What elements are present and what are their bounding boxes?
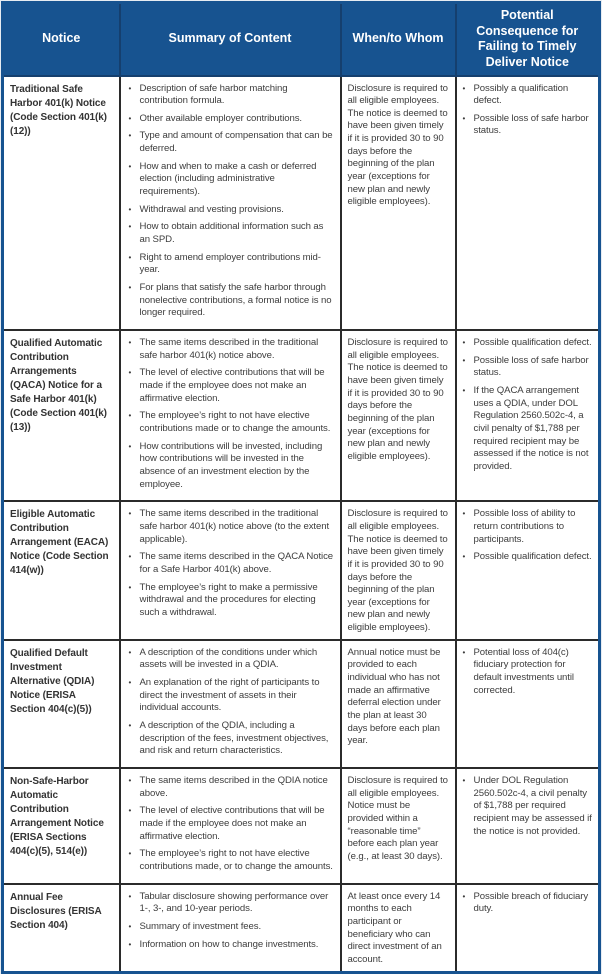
bullet-list xyxy=(463,337,594,474)
bullet-item xyxy=(129,775,334,800)
bullet-item xyxy=(129,441,334,492)
bullet-icon: • xyxy=(462,338,466,347)
bullet-text: Possible breach of fiduciary duty. xyxy=(473,890,589,915)
bullet-item xyxy=(129,939,334,952)
bullet-icon: • xyxy=(462,509,466,519)
bullet-item xyxy=(129,83,334,108)
table-row xyxy=(3,640,600,768)
bullet-text: Information on how to change investments. xyxy=(139,938,319,950)
bullet-text: An explanation of the right of participants to direct the investment of assets in their individual accounts. xyxy=(139,677,320,714)
bullet-list xyxy=(129,337,334,491)
bullet-list xyxy=(129,647,334,758)
consequence-cell xyxy=(456,330,600,501)
bullet-icon: • xyxy=(462,83,466,93)
when-text: Disclosure is required to all eligible employees. Notice must be provided within a “reasonable time” before each plan year (e.g., at least 30 days). xyxy=(347,775,448,862)
when-cell xyxy=(341,76,456,331)
when-text: Disclosure is required to all eligible employees. The notice is deemed to have been given timely if it is provided 30 to 90 days before the beginning of the plan year (exceptions for new plan and newly eligible employees). xyxy=(347,82,448,208)
bullet-icon: • xyxy=(128,509,132,519)
bullet-text: For plans that satisfy the safe harbor through nonelective contributions, a formal notice is no longer required. xyxy=(139,282,332,319)
when-text: Disclosure is required to all eligible employees. The notice is deemed to have been given timely if it is provided 30 to 90 days before the beginning of the plan year (exceptions for new plan and newly eligible employees). xyxy=(347,337,448,462)
bullet-icon: • xyxy=(128,161,132,171)
bullet-item xyxy=(129,282,334,320)
bullet-icon: • xyxy=(128,776,132,786)
bullet-icon: • xyxy=(128,806,132,816)
bullet-text: Possible qualification defect. xyxy=(473,337,592,348)
col-header-summary: Summary of Content xyxy=(120,3,341,76)
bullet-list xyxy=(129,775,334,874)
when-text: Annual notice must be provided to each individual who has not made an affirmative deferral election under the plan at least 30 days before each plan year. xyxy=(347,646,441,747)
bullet-item xyxy=(129,551,334,576)
bullet-text: Tabular disclosure showing performance over 1-, 3-, and 10-year periods. xyxy=(139,890,329,915)
bullet-list xyxy=(129,83,334,321)
bullet-text: Possibly a qualification defect. xyxy=(473,82,569,107)
when-cell xyxy=(341,330,456,501)
bullet-text: The same items described in the traditional safe harbor 401(k) notice above (to the extent applicable). xyxy=(139,508,330,545)
bullet-text: How contributions will be invested, including how contributions will be invested in the absence of an investment election by the employee. xyxy=(139,440,323,490)
bullet-icon: • xyxy=(462,552,466,562)
consequence-cell xyxy=(456,768,600,884)
bullet-item xyxy=(129,161,334,199)
table-row xyxy=(3,884,600,972)
bullet-item xyxy=(129,647,334,672)
summary-cell xyxy=(120,884,341,972)
bullet-text: The employee’s right to make a permissive withdrawal and the procedures for electing such a withdrawal. xyxy=(139,581,318,618)
bullet-text: Type and amount of compensation that can be deferred. xyxy=(139,130,333,155)
bullet-item xyxy=(129,677,334,715)
bullet-list xyxy=(463,647,594,698)
bullet-item xyxy=(463,385,594,474)
bullet-text: The employee’s right to not have elective contributions made, or to change the amounts. xyxy=(139,848,333,872)
bullet-icon: • xyxy=(128,441,132,451)
bullet-item xyxy=(129,221,334,246)
bullet-icon: • xyxy=(128,411,132,421)
bullet-text: The same items described in the QDIA notice above. xyxy=(139,775,328,799)
notice-cell: Eligible Automatic Contribution Arrangement (EACA) Notice (Code Section 414(w)) xyxy=(3,501,120,640)
bullet-text: Possible qualification defect. xyxy=(473,551,592,563)
bullet-icon: • xyxy=(462,891,466,901)
bullet-text: Possible loss of safe harbor status. xyxy=(473,112,589,137)
bullet-item xyxy=(129,848,334,873)
bullet-icon: • xyxy=(128,721,132,731)
bullet-text: Under DOL Regulation 2560.502c-4, a civil penalty of $1,788 per required recipient may be assessed if the notice is not provided. xyxy=(473,775,592,837)
bullet-icon: • xyxy=(128,678,132,688)
when-cell xyxy=(341,768,456,884)
bullet-icon: • xyxy=(128,647,132,657)
bullet-item xyxy=(129,805,334,843)
bullet-item xyxy=(129,410,334,435)
bullet-text: A description of the conditions under which assets will be invested in a QDIA. xyxy=(139,646,318,671)
notice-cell: Annual Fee Disclosures (ERISA Section 404) xyxy=(3,884,120,972)
bullet-item xyxy=(129,252,334,277)
consequence-cell xyxy=(456,501,600,640)
bullet-icon: • xyxy=(128,131,132,141)
consequence-cell xyxy=(456,76,600,331)
table-row xyxy=(3,768,600,884)
bullet-item xyxy=(463,337,594,350)
bullet-icon: • xyxy=(462,355,466,365)
col-header-when: When/to Whom xyxy=(341,3,456,76)
bullet-list xyxy=(129,508,334,619)
table-row xyxy=(3,330,600,501)
bullet-item xyxy=(463,113,594,138)
bullet-icon: • xyxy=(128,582,132,592)
table-body xyxy=(3,76,600,973)
bullet-item xyxy=(463,508,594,546)
bullet-text: Possible loss of safe harbor status. xyxy=(473,354,589,379)
bullet-text: Summary of investment fees. xyxy=(139,920,262,932)
bullet-icon: • xyxy=(462,113,466,123)
bullet-text: The same items described in the QACA Notice for a Safe Harbor 401(k) above. xyxy=(139,551,334,575)
bullet-item xyxy=(463,83,594,108)
when-cell xyxy=(341,884,456,972)
when-text: At least once every 14 months to each participant or beneficiary who can direct investment of an account. xyxy=(347,890,442,965)
bullet-item xyxy=(463,647,594,698)
bullet-icon: • xyxy=(128,83,132,93)
bullet-item xyxy=(129,337,334,362)
bullet-item xyxy=(129,891,334,916)
bullet-text: The level of elective contributions that will be made if the employee does not make an affirmative election. xyxy=(139,367,325,404)
consequence-cell xyxy=(456,640,600,768)
bullet-item xyxy=(129,204,334,217)
notice-cell: Non-Safe-Harbor Automatic Contribution Arrangement Notice (ERISA Sections 404(c)(5), 514(e)) xyxy=(3,768,120,884)
consequence-cell xyxy=(456,884,600,972)
notice-table xyxy=(1,1,601,974)
bullet-list xyxy=(463,891,594,916)
when-cell xyxy=(341,640,456,768)
bullet-text: How to obtain additional information such as an SPD. xyxy=(139,221,324,246)
bullet-list xyxy=(463,508,594,564)
bullet-text: Potential loss of 404(c) fiduciary protection for default investments until corrected. xyxy=(473,646,574,696)
when-text: Disclosure is required to all eligible employees. The notice is deemed to have been given timely if it is provided 30 to 90 days before the beginning of the plan year (exceptions for new plan and newly eligible employees). xyxy=(347,508,448,634)
bullet-icon: • xyxy=(128,368,132,378)
bullet-icon: • xyxy=(462,776,466,786)
bullet-item xyxy=(129,921,334,934)
notice-cell: Qualified Automatic Contribution Arrangements (QACA) Notice for a Safe Harbor 401(k) (Code Section 401(k)(13)) xyxy=(3,330,120,501)
bullet-icon: • xyxy=(128,113,132,123)
bullet-icon: • xyxy=(128,283,132,293)
summary-cell xyxy=(120,640,341,768)
bullet-text: If the QACA arrangement uses a QDIA, under DOL Regulation 2560.502c-4, a civil penalty of $1,788 per required recipient may be assessed if the notice is not provided. xyxy=(473,384,589,472)
notice-cell: Traditional Safe Harbor 401(k) Notice (Code Section 401(k)(12)) xyxy=(3,76,120,331)
bullet-item xyxy=(129,720,334,758)
bullet-list xyxy=(129,891,334,952)
summary-cell xyxy=(120,330,341,501)
bullet-item xyxy=(129,582,334,620)
bullet-text: Other available employer contributions. xyxy=(139,112,302,124)
bullet-icon: • xyxy=(128,338,132,347)
bullet-item xyxy=(463,355,594,380)
bullet-text: Description of safe harbor matching contribution formula. xyxy=(139,82,288,107)
bullet-icon: • xyxy=(128,891,132,901)
bullet-text: A description of the QDIA, including a description of the fees, investment objectives, and risk and return characteristics. xyxy=(139,720,329,757)
bullet-item xyxy=(129,367,334,405)
summary-cell xyxy=(120,768,341,884)
bullet-text: Possible loss of ability to return contributions to participants. xyxy=(473,508,576,545)
bullet-item xyxy=(129,130,334,155)
bullet-list xyxy=(463,775,594,838)
table-row xyxy=(3,501,600,640)
bullet-icon: • xyxy=(462,385,466,395)
bullet-item xyxy=(129,508,334,546)
bullet-text: How and when to make a cash or deferred election (including administrative requirements). xyxy=(139,160,317,198)
bullet-item xyxy=(463,775,594,838)
bullet-icon: • xyxy=(128,204,132,214)
bullet-icon: • xyxy=(128,849,132,859)
summary-cell xyxy=(120,501,341,640)
header-row xyxy=(3,3,600,76)
bullet-text: The same items described in the traditional safe harbor 401(k) notice above. xyxy=(139,337,319,361)
bullet-icon: • xyxy=(128,939,132,949)
bullet-item xyxy=(129,113,334,126)
bullet-item xyxy=(463,891,594,916)
bullet-text: The employee’s right to not have elective contributions made or to change the amounts. xyxy=(139,410,331,434)
notice-cell: Qualified Default Investment Alternative (QDIA) Notice (ERISA Section 404(c)(5)) xyxy=(3,640,120,768)
bullet-text: The level of elective contributions that will be made if the employee does not make an affirmative election. xyxy=(139,805,325,842)
table-row xyxy=(3,76,600,331)
bullet-icon: • xyxy=(128,252,132,262)
bullet-icon: • xyxy=(128,222,132,232)
bullet-item xyxy=(463,551,594,564)
col-header-notice: Notice xyxy=(3,3,120,76)
bullet-text: Withdrawal and vesting provisions. xyxy=(139,203,284,215)
bullet-icon: • xyxy=(128,552,132,562)
bullet-icon: • xyxy=(128,921,132,931)
bullet-list xyxy=(463,83,594,139)
when-cell xyxy=(341,501,456,640)
bullet-text: Right to amend employer contributions mid-year. xyxy=(139,251,321,276)
summary-cell xyxy=(120,76,341,331)
col-header-consequence: Potential Consequence for Failing to Timely Deliver Notice xyxy=(456,3,600,76)
bullet-icon: • xyxy=(462,647,466,657)
